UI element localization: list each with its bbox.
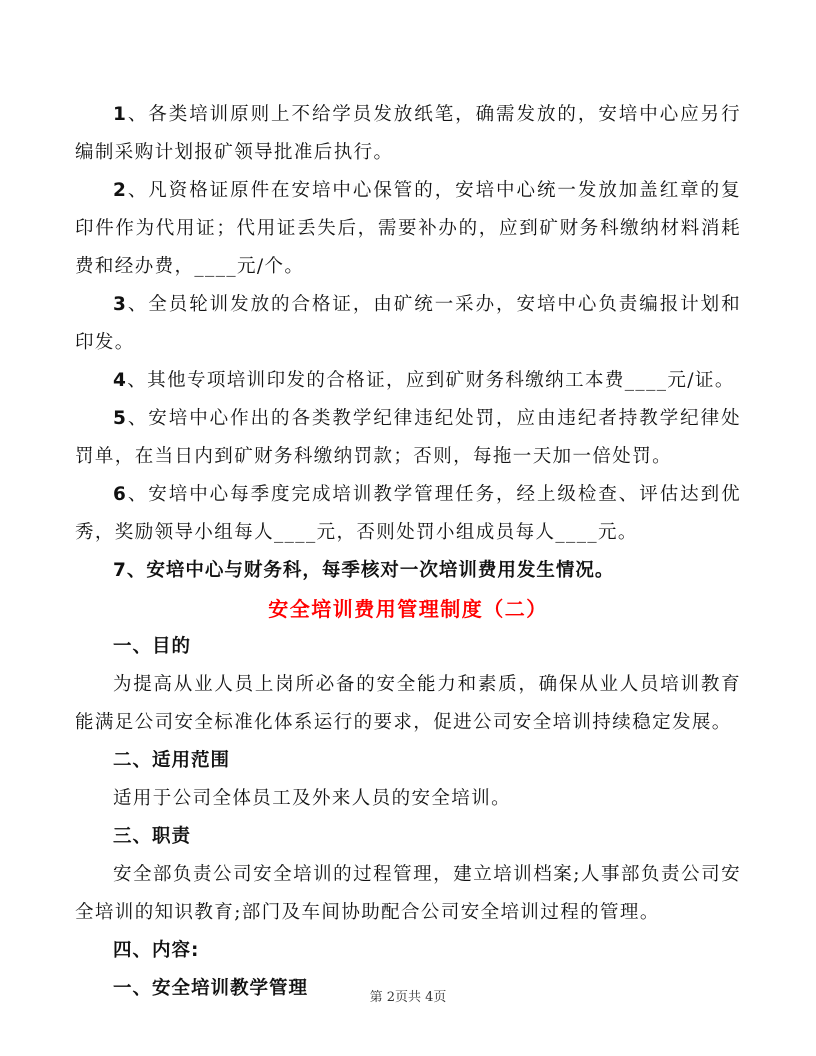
page-footer: 第 2页共 4页 xyxy=(369,990,447,1005)
document-page xyxy=(75,96,741,1008)
clause-6: 6、安培中心每季度完成培训教学管理任务，经上级检查、评估达到优秀，奖励领导小组每人____元，否则处罚小组成员每人____元。 xyxy=(75,484,741,543)
heading-teaching-management: 一、安全培训教学管理 xyxy=(113,978,309,999)
body-purpose: 为提高从业人员上岗所必备的安全能力和素质，确保从业人员培训教育能满足公司安全标准化体系运行的要求，促进公司安全培训持续稳定发展。 xyxy=(75,674,741,733)
clause-1: 1、各类培训原则上不给学员发放纸笔，确需发放的，安培中心应另行编制采购计划报矿领导批准后执行。 xyxy=(75,104,741,163)
clause-2: 2、凡资格证原件在安培中心保管的，安培中心统一发放加盖红章的复印件作为代用证；代用证丢失后，需要补办的，应到矿财务科缴纳材料消耗费和经办费，____元/个。 xyxy=(75,180,741,277)
heading-content: 四、内容: xyxy=(113,940,200,961)
heading-purpose: 一、目的 xyxy=(113,636,192,657)
body-scope: 适用于公司全体员工及外来人员的安全培训。 xyxy=(113,788,512,809)
heading-scope: 二、适用范围 xyxy=(113,750,231,771)
heading-responsibilities: 三、职责 xyxy=(113,826,192,847)
clause-3: 3、全员轮训发放的合格证，由矿统一采办，安培中心负责编报计划和印发。 xyxy=(75,294,741,353)
clause-5: 5、安培中心作出的各类教学纪律违纪处罚，应由违纪者持教学纪律处罚单，在当日内到矿财务科缴纳罚款；否则，每拖一天加一倍处罚。 xyxy=(75,408,741,467)
body-responsibilities: 安全部负责公司安全培训的过程管理，建立培训档案;人事部负责公司安全培训的知识教育;部门及车间协助配合公司安全培训过程的管理。 xyxy=(75,864,741,923)
section-title: 安全培训费用管理制度（二） xyxy=(268,597,548,621)
clause-7: 7、安培中心与财务科，每季核对一次培训费用发生情况。 xyxy=(113,560,615,581)
clause-4: 4、其他专项培训印发的合格证，应到矿财务科缴纳工本费____元/证。 xyxy=(113,370,735,391)
